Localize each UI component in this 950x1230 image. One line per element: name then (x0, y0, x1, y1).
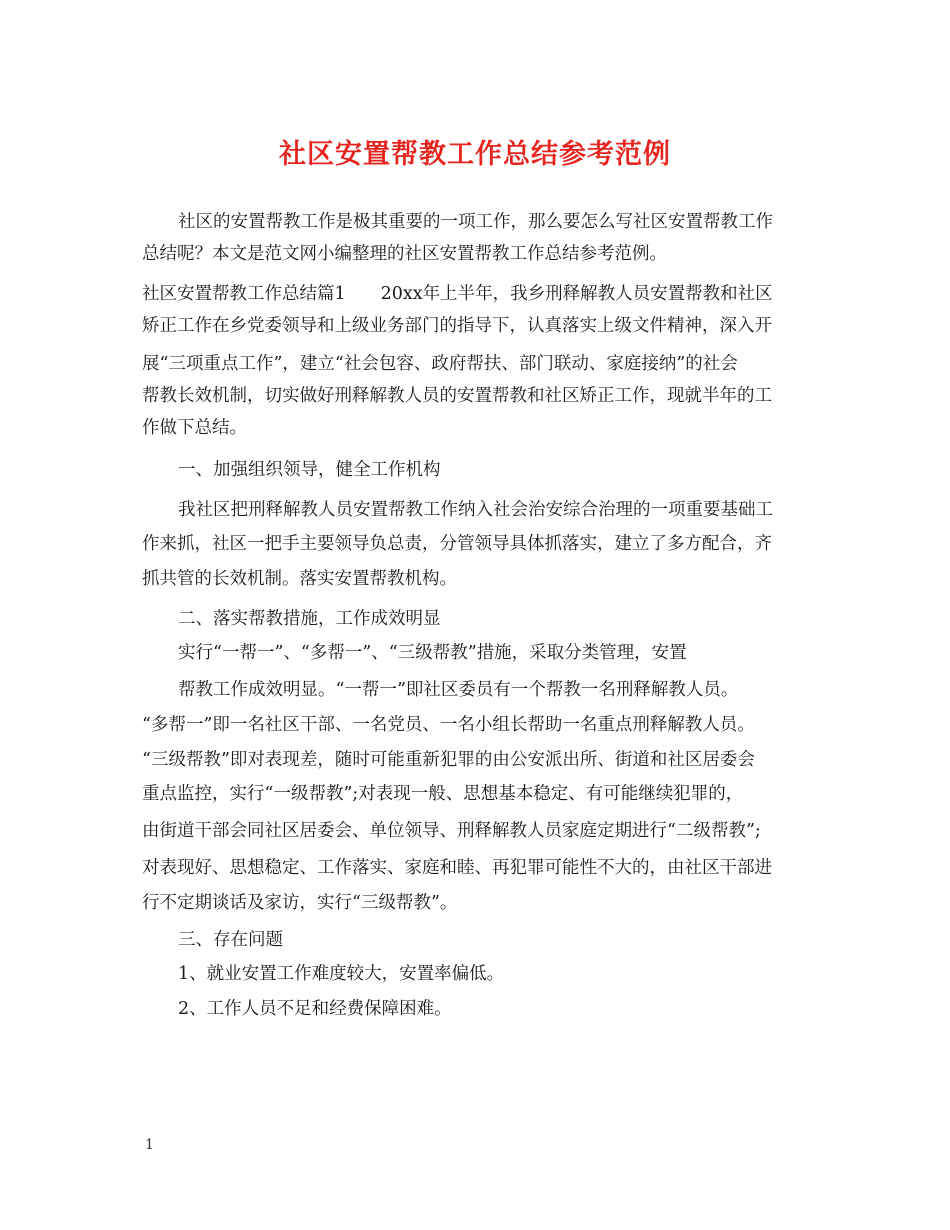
paragraph-line: 作做下总结。 (142, 418, 247, 438)
paragraph-line: 帮教长效机制，切实做好刑释解教人员的安置帮教和社区矫正工作，现就半年的工 (142, 386, 772, 406)
paragraph-line: 矫正工作在乡党委领导和上级业务部门的指导下，认真落实上级文件精神，深入开 (142, 316, 772, 336)
paragraph-line: “多帮一”即一名社区干部、一名党员、一名小组长帮助一名重点刑释解教人员。 (142, 715, 755, 735)
paragraph-line: 抓共管的长效机制。落实安置帮教机构。 (142, 569, 457, 589)
paragraph-line: 社区安置帮教工作总结篇1 20xx年上半年，我乡刑释解教人员安置帮教和社区 (142, 284, 773, 304)
section-heading: 一、加强组织领导，健全工作机构 (178, 460, 441, 480)
paragraph-line: 重点监控，实行“一级帮教”;对表现一般、思想基本稳定、有可能继续犯罪的， (142, 784, 744, 804)
paragraph-line: 展“三项重点工作”，建立“社会包容、政府帮扶、部门联动、家庭接纳”的社会 (142, 354, 738, 374)
paragraph-line: 社区的安置帮教工作是极其重要的一项工作，那么要怎么写社区安置帮教工作 (178, 212, 773, 232)
paragraph-line: 作来抓，社区一把手主要领导负总责，分管领导具体抓落实，建立了多方配合，齐 (142, 534, 772, 554)
paragraph-line: 我社区把刑释解教人员安置帮教工作纳入社会治安综合治理的一项重要基础工 (178, 500, 773, 520)
page-number: 1 (145, 1137, 154, 1153)
section-heading: 三、存在问题 (178, 930, 283, 950)
paragraph-line: 总结呢？本文是范文网小编整理的社区安置帮教工作总结参考范例。 (142, 244, 667, 264)
paragraph-line: “三级帮教”即对表现差，随时可能重新犯罪的由公安派出所、街道和社区居委会 (142, 750, 755, 770)
section-heading: 二、落实帮教措施，工作成效明显 (178, 609, 441, 629)
paragraph-line: 行不定期谈话及家访，实行“三级帮教”。 (142, 893, 458, 913)
paragraph-line: 由街道干部会同社区居委会、单位领导、刑释解教人员家庭定期进行“二级帮教”; (142, 821, 761, 841)
paragraph-line: 帮教工作成效明显。“一帮一”即社区委员有一个帮教一名刑释解教人员。 (178, 680, 739, 700)
list-item: 2、工作人员不足和经费保障困难。 (178, 999, 452, 1019)
paragraph-line: 对表现好、思想稳定、工作落实、家庭和睦、再犯罪可能性不大的，由社区干部进 (142, 858, 772, 878)
paragraph-line: 实行“一帮一”、“多帮一”、“三级帮教”措施，采取分类管理，安置 (178, 643, 687, 663)
document-title: 社区安置帮教工作总结参考范例 (279, 139, 671, 170)
list-item: 1、就业安置工作难度较大，安置率偏低。 (178, 964, 505, 984)
